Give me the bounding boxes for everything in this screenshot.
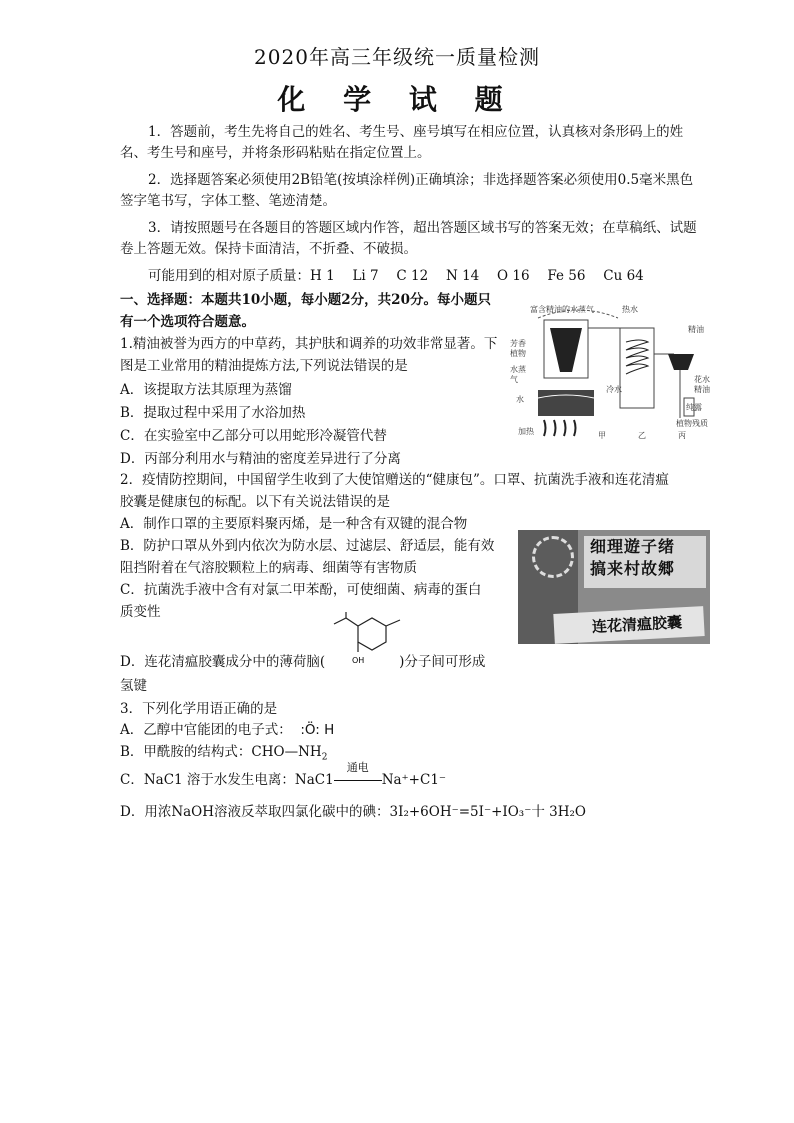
- fig-label-plant-2: 植物: [510, 349, 526, 358]
- subject-title: 化 学 试 题: [277, 83, 517, 116]
- fig-label-steam-oil: 富含精油的水蒸气: [530, 305, 594, 314]
- q2-option-b-2: 阻挡附着在气溶胶颗粒上的病毒、细菌等有害物质: [120, 560, 417, 576]
- exam-title: 2020年高三年级统一质量检测: [254, 45, 540, 69]
- q2-option-c-1: C．抗菌洗手液中含有对氯二甲苯酚，可使细菌、病毒的蛋白: [120, 582, 482, 598]
- atomic-masses: 可能用到的相对原子质量：H 1 Li 7 C 12 N 14 O 16 Fe 56 Cu 64: [148, 268, 644, 284]
- q2-option-d-2: 氢键: [120, 678, 147, 694]
- instruction-2: 2．选择题答案必须使用2B铅笔(按填涂样例)正确填涂；非选择题答案必须使用0.5毫米黑色签字笔书写，字体工整、笔迹清楚。: [120, 172, 694, 209]
- q1-option-c: C．在实验室中乙部分可以用蛇形冷凝管代替: [120, 428, 387, 444]
- fig-label-residue: 植物残质: [676, 419, 708, 428]
- q3-option-d: D．用浓NaOH溶液反萃取四氯化碳中的碘：3I₂+6OH⁻=5I⁻+IO₃⁻十 3H₂O: [120, 804, 586, 820]
- q3-option-c-cond: 通电: [346, 761, 369, 774]
- q2-option-b-1: B．防护口罩从外到内依次为防水层、过滤层、舒适层，能有效: [120, 538, 495, 554]
- fig-label-hot-water: 热水: [622, 305, 638, 314]
- photo-capsule-label: 连花清瘟胶囊: [591, 613, 683, 636]
- q2-stem-2: 胶囊是健康包的标配。以下有关说法错误的是: [120, 494, 390, 510]
- q3-option-a: [120, 720, 334, 741]
- fig-label-steam-1: 水蒸: [510, 365, 526, 374]
- q1-option-d: D．丙部分利用水与精油的密度差异进行了分离: [120, 451, 401, 467]
- fig-label-bing: 丙: [678, 431, 686, 440]
- fig-label-water: 水: [516, 395, 524, 404]
- q1-option-b: B．提取过程中采用了水浴加热: [120, 405, 306, 421]
- fig-label-yi: 乙: [638, 431, 646, 440]
- photo-note-line-1: 细理遊子绪: [590, 537, 676, 556]
- q2-option-a: A．制作口罩的主要原料聚丙烯，是一种含有双键的混合物: [120, 516, 468, 532]
- fig-label-jia: 甲: [598, 431, 606, 440]
- photo-capsule-box: [553, 606, 704, 644]
- capsule-photo: [518, 530, 710, 644]
- fig-label-flower-1: 花水: [694, 375, 710, 384]
- q3-option-b-pre: B．甲酰胺的结构式：CHO—NH: [120, 744, 322, 760]
- q2-option-c-2: 质变性: [120, 604, 161, 620]
- section-1-line-2: 有一个选项符合题意。: [120, 314, 255, 330]
- q3-option-c: [120, 761, 447, 791]
- instruction-1: 1．答题前，考生先将自己的姓名、考生号、座号填写在相应位置，认真核对条形码上的姓名、考生号和座号，并将条形码粘贴在指定位置上。: [120, 124, 684, 161]
- instruction-3: 3．请按照题号在各题目的答题区域内作答，超出答题区域书写的答案无效；在草稿纸、试题卷上答题无效。保持卡面清洁，不折叠、不破损。: [120, 220, 697, 257]
- q1-stem-1: 1.精油被誉为西方的中草药，其护肤和调养的功效非常显著。下: [120, 336, 498, 352]
- q2-option-d-pre: D．连花清瘟胶囊成分中的薄荷脑(: [120, 654, 326, 670]
- photo-note-card: [584, 536, 706, 588]
- q3-stem: 3．下列化学用语正确的是: [120, 701, 278, 717]
- q3-option-b: [120, 742, 327, 766]
- fig-label-oil: 精油: [688, 325, 704, 334]
- menthol-oh-label: OH: [352, 656, 365, 665]
- fig-label-pure-dew: 纯露: [686, 403, 702, 412]
- distillation-figure: [508, 298, 714, 456]
- photo-pattern: [532, 536, 574, 578]
- fig-label-cold-water: 冷水: [606, 385, 622, 394]
- q3-option-a-pre: A．乙醇中官能团的电子式：: [120, 722, 292, 738]
- q3-option-c-post: Na⁺+C1⁻: [381, 772, 447, 788]
- q1-option-a: A．该提取方法其原理为蒸馏: [120, 382, 292, 398]
- q3-option-b-sub: 2: [321, 752, 328, 763]
- q3-option-c-arrow: [334, 761, 382, 791]
- fig-label-plant-1: 芳香: [510, 339, 526, 348]
- section-1-line-1: 一、选择题：本题共10小题，每小题2分，共20分。每小题只: [120, 292, 491, 308]
- q2-option-d-post: )分子间可形成: [399, 654, 486, 670]
- photo-note-line-2: 搞来村故郷: [590, 559, 676, 578]
- q2-option-d-1: [120, 652, 485, 673]
- fig-label-heat: 加热: [518, 427, 534, 436]
- q3-option-a-formula: :Ö: H: [300, 722, 335, 738]
- fig-label-flower-2: 精油: [694, 385, 710, 394]
- q2-stem-1: 2．疫情防控期间，中国留学生收到了大使馆赠送的“健康包”。口罩、抗菌洗手液和连花清瘟: [120, 472, 669, 488]
- q1-stem-2: 图是工业常用的精油提炼方法,下列说法错误的是: [120, 358, 408, 374]
- q3-option-c-pre: C．NaC1 溶于水发生电离：NaC1: [120, 772, 334, 788]
- fig-label-steam-2: 气: [510, 375, 518, 384]
